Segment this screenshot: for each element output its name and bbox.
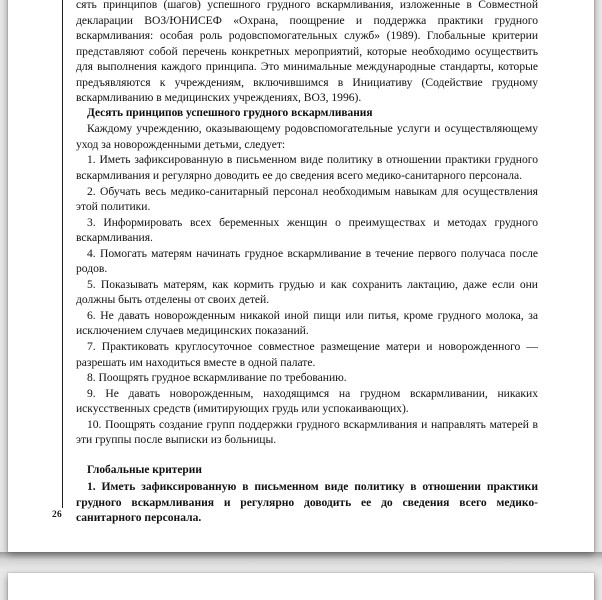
principle-10: 10. Поощрять создание групп поддержки грудного вскармливания и направлять матерей в эти группы после выписки из больницы.: [76, 417, 538, 447]
principle-5: 5. Показывать матерям, как кормить грудью и как сохранить лактацию, даже если они должны быть отделены от своих детей.: [76, 277, 538, 307]
principle-4: 4. Помогать матерям начинать грудное вскармливание в течение первого получаса после родов.: [76, 246, 538, 276]
section-spacer: [76, 448, 538, 464]
margin-rule-line: [62, 0, 63, 508]
principle-6: 6. Не давать новорожденным никакой иной пищи или питья, кроме грудного молока, за исключением случаев медицинских показаний.: [76, 308, 538, 338]
document-page-next: [8, 573, 594, 600]
para-intro-continued: сять принципов (шагов) успешного грудного вскармливания, изложенные в Совместной декларации ВОЗ/ЮНИСЕФ «Охрана, поощрение и поддержка практики грудного вскармливания: особая роль родовспомогательных служб» (1989). Глобальные критерии представляют собой перечень конкретных мероприятий, которые необходимо осуществить для выполнения каждого принципа. Это минимальные международные стандарты, которые предъявляются к учреждениям, включившимся в Инициативу (Содействие грудному вскармливанию в медицинских учреждениях, ВОЗ, 1996).: [76, 0, 538, 105]
heading-ten-principles: Десять принципов успешного грудного вскармливания: [87, 106, 373, 119]
principle-7: 7. Практиковать круглосуточное совместное размещение матери и новорожденного — разрешать им находиться вместе в одной палате.: [76, 340, 538, 369]
principle-8: 8. Поощрять грудное вскармливание по требованию.: [87, 371, 347, 385]
document-page-current: [8, 0, 594, 552]
principle-3: 3. Информировать всех беременных женщин о преимуществах и методах грудного вскармливания.: [76, 215, 538, 245]
principle-9: 9. Не давать новорожденным, находящимся на грудном вскармливании, никаких искусственных средств (имитирующих грудь или успокаивающих).: [76, 386, 538, 416]
next-page-content-area: [8, 573, 594, 600]
page-content-area: [8, 0, 594, 552]
page-separator-shadow: [0, 552, 602, 573]
criterion-1: 1. Иметь зафиксированную в письменном виде политику в отношении практики грудного вскармливания и регулярно доводить ее до сведения всего медико-санитарного персонала.: [76, 479, 538, 525]
page-number-folio: 26: [52, 510, 62, 520]
principle-2: 2. Обучать весь медико-санитарный персонал необходимым навыкам для осуществления этой политики.: [76, 184, 538, 214]
principle-1: 1. Иметь зафиксированную в письменном виде политику в отношении практики грудного вскармливания и регулярно доводить ее до сведения всего медико-санитарного персонала.: [76, 153, 538, 183]
text-column: [76, 0, 538, 526]
para-lead-in: Каждому учреждению, оказывающему родовспомогательные услуги и осуществляющему уход за новорожденными детьми, следует:: [76, 122, 538, 151]
heading-global-criteria: Глобальные критерии: [87, 464, 202, 477]
